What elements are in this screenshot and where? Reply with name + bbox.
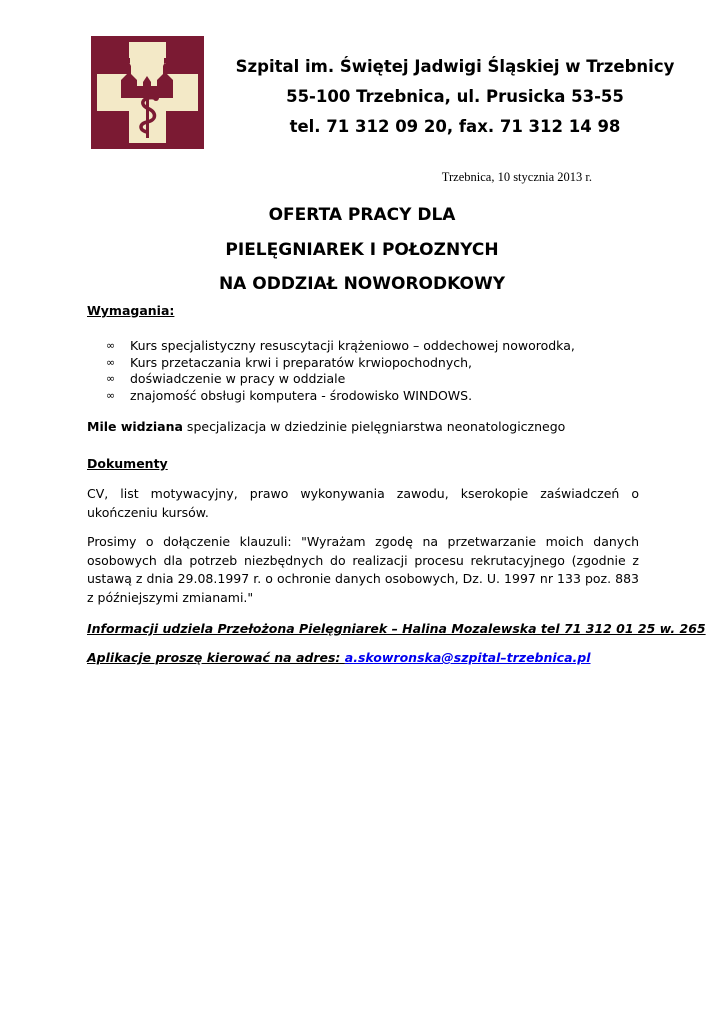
bullet-infinity-icon: ∞ — [106, 355, 116, 369]
hospital-name: Szpital im. Świętej Jadwigi Śląskiej w Trzebnicy — [235, 57, 675, 76]
requirement-text: Kurs przetaczania krwi i preparatów krwiopochodnych, — [130, 354, 473, 370]
title-line-3: NA ODDZIAŁ NOWORODKOWY — [218, 274, 506, 294]
offer-title — [80, 198, 644, 302]
contact-info: Informacji udziela Przełożona Pielęgniarek – Halina Mozalewska tel 71 312 01 25 w. 265 — [87, 621, 706, 636]
title-line-1: OFERTA PRACY DLA — [268, 205, 456, 225]
hospital-address: 55-100 Trzebnica, ul. Prusicka 53-55 — [286, 87, 624, 106]
document-date: Trzebnica, 10 stycznia 2013 r. — [441, 170, 592, 184]
requirements-heading: Wymagania: — [87, 303, 175, 318]
list-item — [87, 371, 647, 388]
requirement-text: znajomość obsługi komputera - środowisko WINDOWS. — [130, 387, 473, 403]
bullet-infinity-icon: ∞ — [106, 388, 116, 402]
hospital-header — [210, 52, 700, 142]
bullet-infinity-icon: ∞ — [106, 339, 116, 352]
requirement-text: doświadczenie w pracy w oddziale — [130, 371, 346, 386]
documents-text: CV, list motywacyjny, prawo wykonywania zawodu, kserokopie zaświadczeń o ukończeniu kursów. — [87, 486, 639, 520]
hospital-logo-icon — [91, 36, 204, 149]
requirement-text: Kurs specjalistyczny resuscytacji krążeniowo – oddechowej noworodka, — [130, 338, 575, 353]
welcome-bold: Mile widziana — [87, 419, 183, 434]
bullet-infinity-icon: ∞ — [106, 372, 116, 385]
application-line — [87, 650, 591, 665]
hospital-phone-fax: tel. 71 312 09 20, fax. 71 312 14 98 — [289, 117, 621, 136]
welcome-line — [87, 419, 565, 434]
list-item — [87, 388, 647, 405]
email-link[interactable]: a.skowronska@szpital–trzebnica.pl — [344, 650, 591, 665]
consent-clause: Prosimy o dołączenie klauzuli: "Wyrażam zgodę na przetwarzanie moich danych osobowych dla potrzeb niezbędnych do realizacji procesu rekrutacyjnego (zgodnie z ustawą z dnia 29.08.1997 r. o ochronie danych osobowych, Dz. U. 1997 nr 133 poz. 883 z późniejszymi zmianami." — [87, 534, 639, 605]
requirements-list — [87, 338, 647, 404]
title-line-2: PIELĘGNIAREK I POŁOZNYCH — [225, 239, 499, 260]
documents-heading: Dokumenty — [87, 456, 168, 471]
list-item — [87, 338, 647, 355]
application-label: Aplikacje proszę kierować na adres: — [87, 650, 345, 665]
list-item — [87, 355, 647, 372]
welcome-text: specjalizacja w dziedzinie pielęgniarstwa neonatologicznego — [182, 419, 566, 434]
